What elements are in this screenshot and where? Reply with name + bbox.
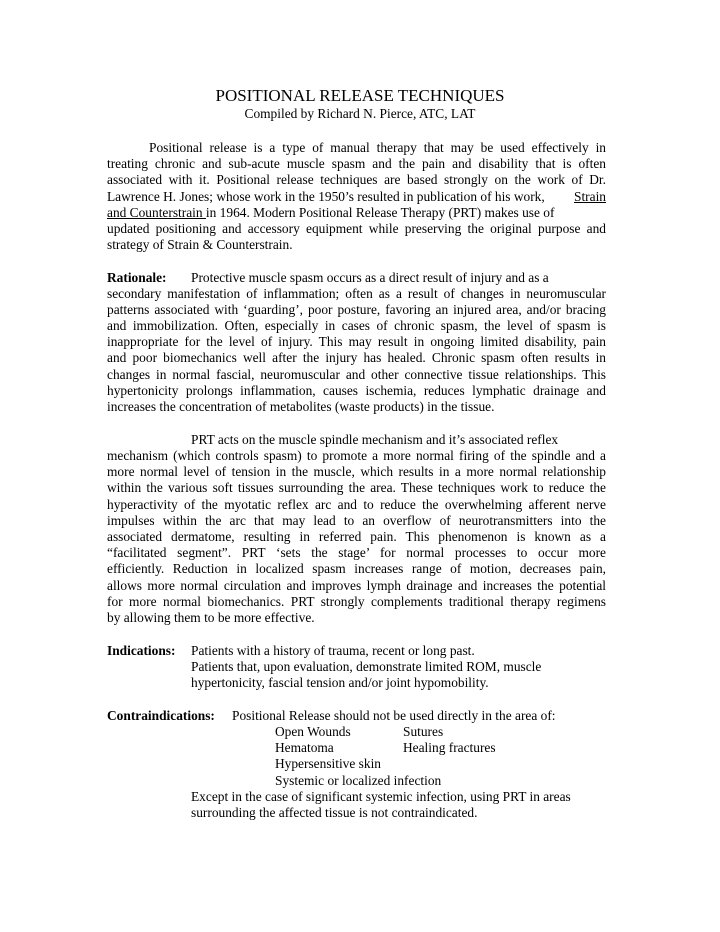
prt-line: mechanism (which controls spasm) to promote a more normal firing of the spindle and a — [107, 448, 606, 463]
prt-line: “facilitated segment”. PRT ‘sets the stage’ for normal processes to occur more — [107, 545, 606, 560]
prt-line: PRT acts on the muscle spindle mechanism and it’s associated reflex — [191, 432, 559, 447]
book-title-link: Strain — [574, 189, 606, 204]
contraindications-intro: Positional Release should not be used directly in the area of: — [232, 708, 556, 723]
prt-line: more normal level of tension in the muscle, which results in a more normal relationship — [107, 464, 606, 479]
rationale-line: patterns associated with ‘guarding’, poor posture, favoring an injured area, and/or bracing — [107, 302, 606, 317]
intro-line: treating chronic and sub-acute muscle spasm and the pain and disability that is often — [107, 156, 606, 171]
rationale-line: and immobilization. Often, especially in cases of chronic spasm, the level of spasm is — [107, 318, 606, 333]
rationale-line: and poor biomechanics well after the injury has healed. Chronic spasm often results in — [107, 350, 606, 365]
document-subtitle: Compiled by Richard N. Pierce, ATC, LAT — [244, 106, 476, 121]
intro-line: Positional release is a type of manual therapy that may be used effectively in — [149, 140, 606, 155]
intro-line: associated with it. Positional release techniques are based strongly on the work of Dr. — [107, 172, 606, 187]
rationale-line: Protective muscle spasm occurs as a direct result of injury and as a — [191, 270, 549, 285]
prt-line: within the various soft tissues surrounding the area. These techniques work to reduce the — [107, 480, 606, 495]
intro-line: strategy of Strain & Counterstrain. — [107, 237, 293, 252]
indication-item: Patients that, upon evaluation, demonstrate limited ROM, muscle — [191, 659, 542, 674]
prt-line: by allowing them to be more effective. — [107, 610, 315, 625]
prt-line: for more normal biomechanics. PRT strongly complements traditional therapy regimens — [107, 594, 606, 609]
indication-item: Patients with a history of trauma, recent or long past. — [191, 643, 475, 658]
document-title: POSITIONAL RELEASE TECHNIQUES — [215, 86, 505, 105]
contraindication-item: Hypersensitive skin — [275, 756, 381, 771]
rationale-label: Rationale: — [107, 270, 167, 285]
rationale-line: secondary manifestation of inflammation; often as a result of changes in neuromuscular — [107, 286, 606, 301]
rationale-line: hypertonicity prolongs inflammation, causes ischemia, reduces lymphatic drainage and — [107, 383, 606, 398]
prt-line: impulses within the arc that may lead to an overflow of neurotransmitters into the — [107, 513, 606, 528]
contraindication-item: Sutures — [403, 724, 444, 739]
contraindication-item: Systemic or localized infection — [275, 773, 442, 788]
contraindications-note: Except in the case of significant systemic infection, using PRT in areas — [191, 789, 571, 804]
intro-line — [107, 205, 554, 221]
prt-line: associated dermatome, resulting in referred pain. This phenomenon is known as a — [107, 529, 606, 544]
intro-line: updated positioning and accessory equipment while preserving the original purpose and — [107, 221, 606, 236]
contraindication-item: Hematoma — [275, 740, 334, 755]
rationale-line: increases the concentration of metabolites (waste products) in the tissue. — [107, 399, 495, 414]
indication-item: hypertonicity, fascial tension and/or joint hypomobility. — [191, 675, 489, 690]
contraindication-item: Open Wounds — [275, 724, 351, 739]
prt-line: efficiently. Reduction in localized spasm increases range of motion, decreases pain, — [107, 561, 606, 576]
intro-text: in 1964. Modern Positional Release Therapy (PRT) makes use of — [205, 205, 555, 220]
intro-text: Lawrence H. Jones; whose work in the 1950’s resulted in publication of his work, — [107, 189, 545, 204]
rationale-line: inappropriate for the level of injury. This may result in ongoing limited disability, pain — [107, 334, 606, 349]
contraindication-item: Healing fractures — [403, 740, 496, 755]
contraindications-note: surrounding the affected tissue is not contraindicated. — [191, 805, 478, 820]
prt-line: hyperactivity of the myotatic reflex arc and to reduce the overwhelming afferent nerve — [107, 497, 606, 512]
rationale-line: changes in normal fascial, neuromuscular and other connective tissue relationships. This — [107, 367, 606, 382]
contraindications-label: Contraindications: — [107, 708, 215, 723]
prt-line: allows more normal circulation and improves lymph drainage and increases the potential — [107, 578, 606, 593]
book-title-link: and Counterstrain — [107, 205, 206, 220]
indications-label: Indications: — [107, 643, 176, 658]
intro-line — [107, 189, 606, 205]
